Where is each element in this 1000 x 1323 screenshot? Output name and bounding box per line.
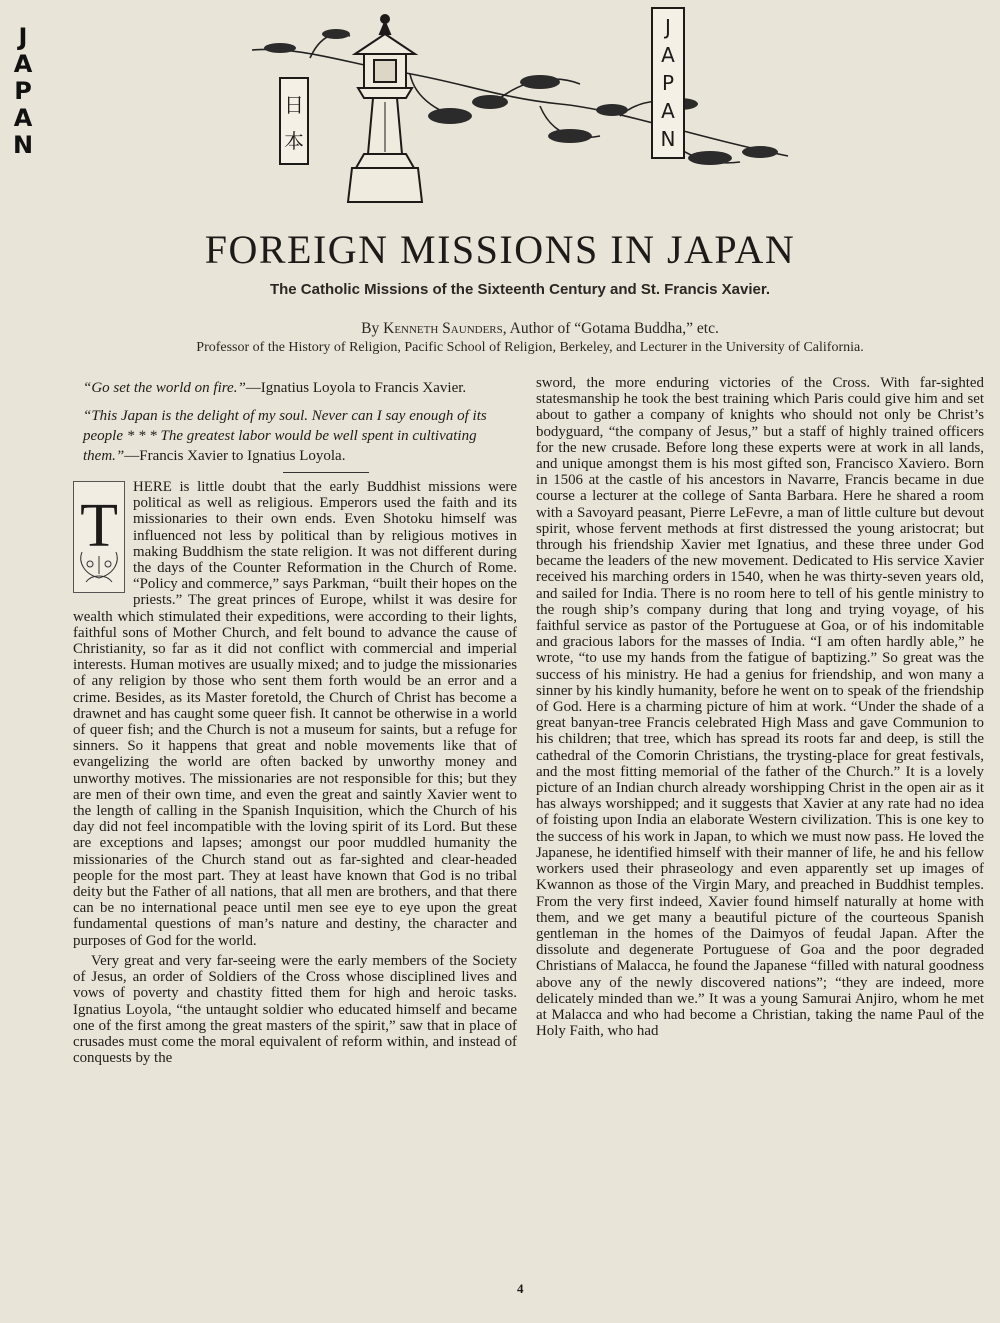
left-column xyxy=(73,378,517,1066)
author-affiliation: Professor of the History of Religion, Pacific School of Religion, Berkeley, and Lecturer in the University of California. xyxy=(196,340,864,355)
stone-lantern-illustration xyxy=(348,15,422,202)
page-number: 4 xyxy=(517,1281,524,1296)
author-name: Kenneth Saunders xyxy=(383,320,503,337)
sign-letter: A xyxy=(661,99,675,123)
pine-foliage-illustration xyxy=(264,29,778,165)
side-tag-letter: J xyxy=(18,23,28,51)
section-divider xyxy=(283,472,369,473)
sign-letter: A xyxy=(661,43,675,67)
epigraph xyxy=(73,406,517,466)
sign-letter: N xyxy=(660,127,676,151)
kanji-character: 日 xyxy=(284,93,304,117)
side-tag-japan xyxy=(6,24,40,159)
author-credit: , Author of “Gotama Buddha,” etc. xyxy=(502,320,719,337)
byline xyxy=(200,320,880,338)
right-column xyxy=(536,375,984,1039)
article-subtitle: The Catholic Missions of the Sixteenth Century and St. Francis Xavier. xyxy=(269,281,771,298)
pine-branch-illustration xyxy=(252,34,788,163)
side-tag-letter: A xyxy=(13,50,33,78)
body-paragraph: sword, the more enduring victories of the Cross. With far-sighted statesmanship he took the best training which Paris could give him and set about to gather a company of knights who should not only be Christ’s bodyguard, “the company of Jesus,” but a staff of highly trained officers for the new crusade. Before long these experts were at work in all lands, and unique amongst them is his most gifted son, Francisco Xaviero. Born in 1506 at the castle of his ancestors in Navarre, Francis became in due course a lecturer at the college of Santa Barbara. Here he shared a room with a Savoyard peasant, Pierre LeFevre, a man of little culture but devout spirit, whose fervent methods at first distressed the young aristocrat; but through his friendship Xavier met Ignatius, and these three under God became the leaders of the new movement. Dedicated to His service Xavier received his marching orders in 1540, when he was thirty-seven years old, and sailed for India. There is no room here to tell of his gentle ministry to the rough ship’s company during that long and trying voyage, of his faithful service as pastor of the Portuguese at Goa, or of his indomitable and gracious labors for the masses of India. “I am often hardly able,” he wrote, “to use my hands from the fatigue of baptizing.” So great was the success of his ministry. He had a genius for friendship, and won many a sinner by his kindly humanity, before he went on to speak of the friendship of God. Here is a charming picture of him at work. “Under the shade of a great banyan-tree Francis celebrated High Mass and gave Communion to his children; that tree, which has spread its roots far and deep, is still the cathedral of the Comorin Christians, the trysting-place for great festivals, and the most fitting memorial of the father of the Church.” It is a lovely picture of an Indian church already worshipping Christ in the open air as it has always worshipped; and it suggests that Xavier at any rate had no idea of foisting upon India an elaborate Western civilization. This is one key to the success of his work in Japan, to which we must now pass. He loved the Japanese, he identified himself with their manner of life, he and his fellow workers used their phraseology and even apparently set up images of Kwannon as those of the Virgin Mary, and preached in Buddhist temples. From the very first indeed, Xavier found himself naturally at home with them, and we get many a beautiful picture of the courteous Spanish gentleman in the homes of the Daimyos of feudal Japan. After the dissolute and degenerate Portuguese of Goa and the poor degraded Christians of Malacca, he found the Japanese “filled with natural goodness above any of the newly discovered nations”; “they are indeed, more delicately minded than we.” It was a young Samurai Anjiro, whom he met at Malacca and who had become a Christian, taking the name Paul of the Holy Faith, who had xyxy=(536,375,984,1040)
sign-letter: P xyxy=(661,71,675,95)
side-tag-letter: P xyxy=(14,77,32,105)
drop-cap-ornament-icon xyxy=(74,482,124,592)
sign-letter: J xyxy=(665,15,671,39)
kanji-character: 本 xyxy=(284,129,304,153)
header-illustration xyxy=(240,6,800,216)
drop-cap xyxy=(73,481,125,593)
kanji-sign xyxy=(280,78,308,164)
epigraph xyxy=(73,378,517,398)
byline-prefix: By xyxy=(361,320,380,337)
epigraph-attribution: —Francis Xavier to Ignatius Loyola. xyxy=(124,448,346,464)
drop-cap-letter: T xyxy=(80,492,118,560)
side-tag-letter: N xyxy=(12,131,34,159)
article-title: FOREIGN MISSIONS IN JAPAN xyxy=(204,227,796,272)
epigraph-quote: “This Japan is the delight of my soul. Never can I say enough of its people * * * The greatest labor would be well spent in cultivating them.” xyxy=(83,408,487,464)
side-tag-letter: A xyxy=(13,104,33,132)
japan-vertical-sign xyxy=(652,8,684,158)
body-paragraph: HERE is little doubt that the early Buddhist missions were political as well as religious. Emperors used the faith and its missionaries to their own ends. Even Shotoku himself was influenced not less by political than by religious motives in making Buddhism the state religion. It was not different during the days of the Counter Reformation in the Church of Rome. “Policy and commerce,” says Parkman, “built their hopes on the priests.” The great princes of Europe, whilst it was desire for wealth which stimulated their expeditions, were according to their lights, faithful sons of Mother Church, and felt bound to advance the cause of Christianity, so far as it did not conflict with commercial and imperial interests. Human motives are usually mixed; and to judge the missionaries of any religion by those who sent them forth would be an error and a crime. Besides, as its Master foretold, the Church of Christ has become a drawnet and has caught some queer fish. It cannot be otherwise in a world of queer fish; and the Church is not a museum for saints, but a refuge for sinners. So it happens that great and noble movements like that of evangelizing the world are often backed by unworthy money and unworthy motives. The missionaries are not responsible for this; but they are men of their own time, and even the great and saintly Xavier went to the length of calling in the Spanish Inquisition, which the Church of his day did not feel incompatible with the loving spirit of its Lord. But these are exceptions and lapses; amongst our poor muddled humanity the missionaries of the Church stand out as far-sighted and clear-headed people for the most part. They at least have known that God is no tribal deity but the Father of all nations, that all men are brothers, and that there can be no international peace until men see eye to eye upon the great fundamental questions of man’s nature and destiny, the character and purposes of God for the world. xyxy=(73,479,517,949)
epigraph-quote: “Go set the world on fire.” xyxy=(83,380,246,396)
epigraph-attribution: —Ignatius Loyola to Francis Xavier. xyxy=(245,380,467,396)
body-paragraph: Very great and very far-seeing were the early members of the Society of Jesus, an order of Soldiers of the Cross whose disciplined lives and vows of poverty and chastity fitted them for high and heroic tasks. Ignatius Loyola, “the untaught soldier who educated himself and became one of the first among the great masters of the spirit,” saw that in place of crusades must come the moral equivalent of reform within, and instead of conquests by the xyxy=(73,952,517,1067)
